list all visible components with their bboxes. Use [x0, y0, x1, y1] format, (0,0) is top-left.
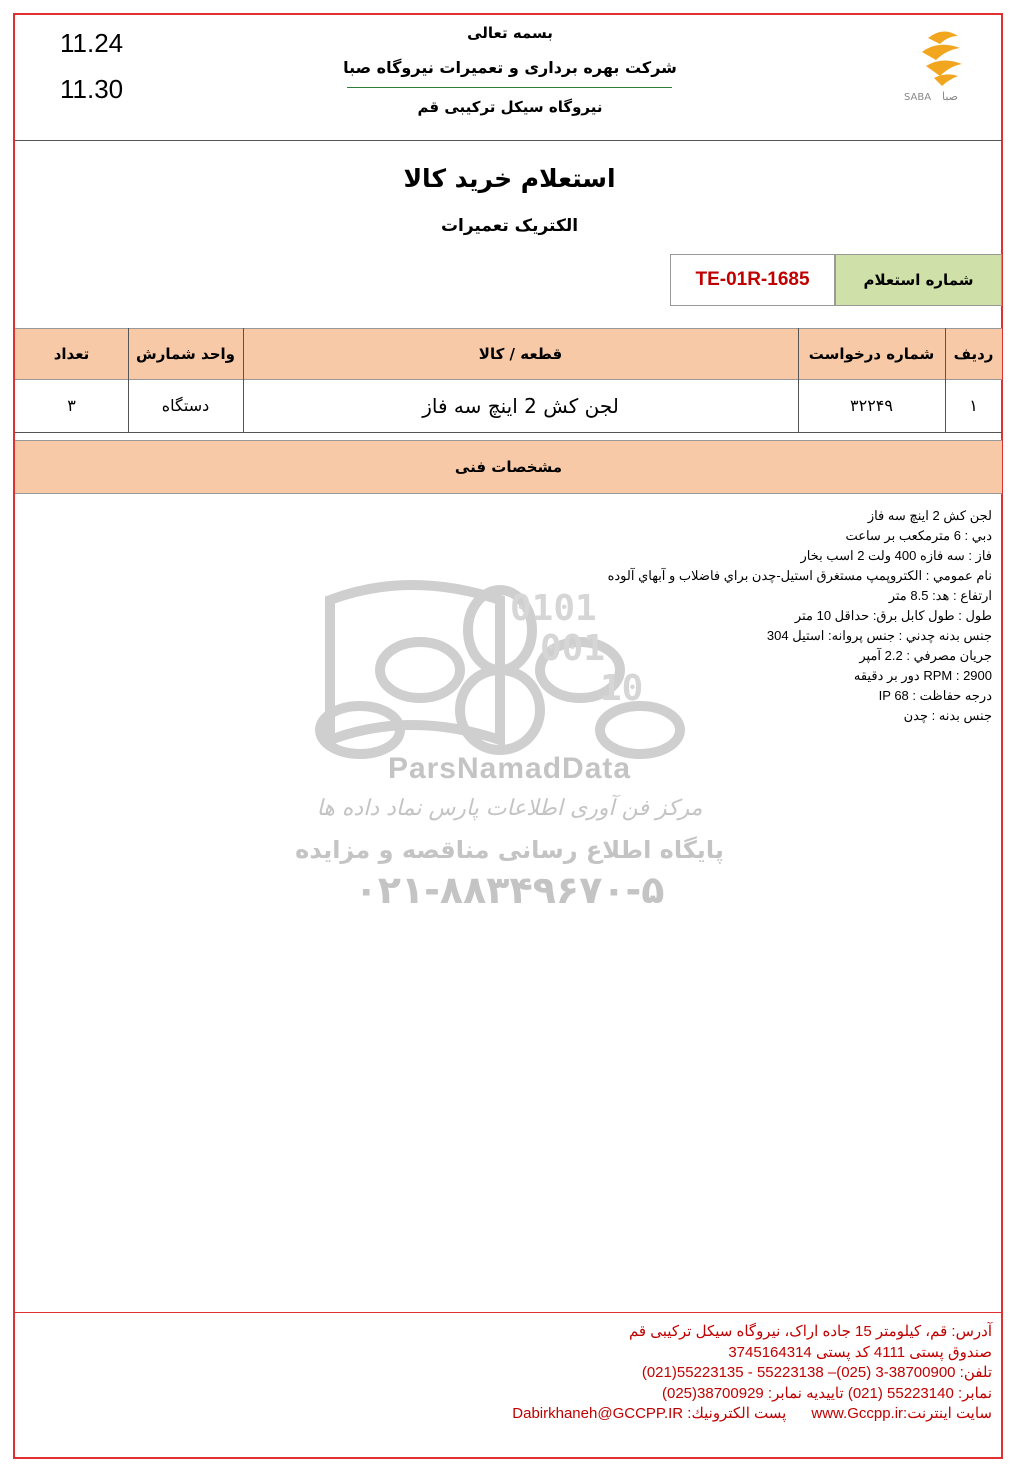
inquiry-number-label: شماره استعلام — [835, 254, 1002, 306]
footer-po-box: صندوق پستی 4111 کد پستی 3745164314 — [728, 1343, 992, 1361]
spec-line: جنس بدنه چدني : جنس پروانه: استيل 304 — [766, 628, 992, 643]
page-title: استعلام خرید کالا — [403, 164, 616, 193]
footer-contact — [292, 1322, 992, 1425]
spec-line: طول : طول كابل برق: حداقل 10 متر — [794, 608, 992, 623]
watermark-brand: ParsNamadData — [387, 752, 632, 785]
footer-fax: نمابر: 55223140 (021) تاییدیه نمابر: 38700929(025) — [661, 1384, 992, 1402]
saba-logo — [898, 22, 990, 106]
spec-line: دبي : 6 مترمكعب بر ساعت — [845, 528, 992, 543]
svg-text:SABA: SABA — [904, 92, 932, 103]
header-divider — [15, 140, 1002, 141]
spec-line: 2900 : RPM دور بر دقيقه — [853, 668, 992, 683]
header-item: قطعه / کالا — [478, 345, 563, 363]
header-qty: تعداد — [53, 345, 90, 363]
table-bottom-line — [15, 432, 1002, 433]
invocation: بسمه تعالی — [467, 24, 553, 42]
svg-text:صبا: صبا — [942, 90, 959, 103]
cell-qty: ۳ — [67, 396, 76, 415]
table-row — [15, 379, 1002, 432]
spec-line: جنس بدنه : چدن — [903, 708, 992, 723]
spec-line: نام عمومي : الكتروپمپ مستغرق استيل-چدن براي فاضلاب و آبهاي آلوده — [607, 568, 992, 583]
specs-list — [392, 506, 992, 726]
table-header-row — [15, 328, 1002, 380]
company-name: شرکت بهره برداری و تعمیرات نیروگاه صبا — [343, 58, 677, 77]
watermark-phone: ۰۲۱-۸۸۳۴۹۶۷۰-۵ — [354, 868, 665, 912]
specs-heading: مشخصات فنی — [15, 440, 1002, 494]
cell-request-no: ۳۲۲۴۹ — [850, 396, 893, 415]
cell-row-no: ۱ — [969, 396, 978, 415]
spec-line: جريان مصرفي : 2.2 آمپر — [859, 648, 992, 663]
inquiry-number-value: TE-01R-1685 — [670, 254, 835, 306]
svg-text:0101: 0101 — [510, 588, 597, 629]
spec-line: فاز : سه فازه 400 ولت 2 اسب بخار — [800, 548, 992, 563]
date-2: 11.30 — [60, 74, 124, 104]
footer-address: آدرس: قم، کیلومتر 15 جاده اراک، نیروگاه سیکل ترکیبی قم — [628, 1323, 992, 1340]
watermark-line2: پایگاه اطلاع رسانی مناقصه و مزایده — [295, 836, 724, 864]
footer-email[interactable]: پست الکترونیك: Dabirkhaneh@GCCPP.IR — [512, 1405, 787, 1422]
watermark-line1: مرکز فن آوری اطلاعات پارس نماد داده ها — [316, 796, 703, 821]
spec-line: درجه حفاظت : IP 68 — [878, 688, 992, 703]
plant-name: نیروگاه سیکل ترکیبی قم — [417, 98, 603, 116]
footer-divider — [15, 1312, 1002, 1313]
footer-website[interactable]: سایت اینترنت:www.Gccpp.ir — [811, 1405, 992, 1422]
spec-line: ارتفاع : هد: 8.5 متر — [888, 588, 992, 603]
header-unit: واحد شمارش — [136, 345, 235, 363]
header-row-no: ردیف — [953, 345, 994, 363]
spec-line: لجن کش 2 اینچ سه فاز — [867, 508, 992, 523]
svg-text:10: 10 — [600, 668, 644, 709]
date-1: 11.24 — [60, 28, 124, 58]
page-subtitle: الکتریک تعمیرات — [440, 216, 579, 236]
cell-item: لجن کش 2 اینچ سه فاز — [422, 393, 619, 418]
header-request-no: شماره درخواست — [808, 345, 935, 363]
cell-unit: دستگاه — [161, 396, 210, 415]
title-underline — [347, 87, 672, 88]
svg-text:001: 001 — [540, 628, 606, 669]
footer-phone: تلفن: 38700900-3 (025)– 55223138 - 55223135(021) — [641, 1364, 992, 1381]
